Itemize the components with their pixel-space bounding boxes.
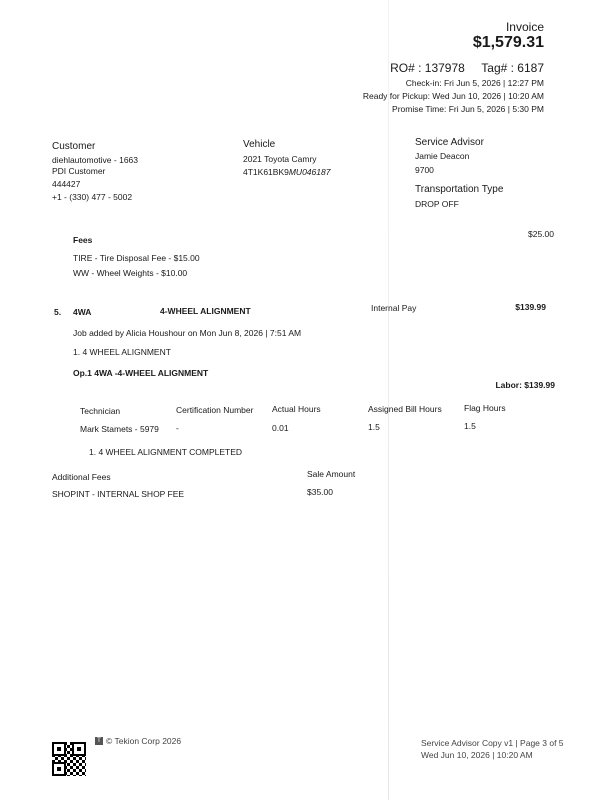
ro-tag-line: [390, 61, 544, 75]
tech-header-assigned-bill-hours: Assigned Bill Hours: [368, 404, 442, 414]
checkin-time: Check-in: Fri Jun 5, 2026 | 12:27 PM: [405, 78, 544, 88]
additional-fees-heading: Additional Fees: [52, 472, 111, 482]
promise-time: Promise Time: Fri Jun 5, 2026 | 5:30 PM: [392, 104, 544, 114]
invoice-total: $1,579.31: [472, 34, 544, 51]
job-completion: 1. 4 WHEEL ALIGNMENT COMPLETED: [89, 447, 243, 457]
vehicle-model: 2021 Toyota Camry: [243, 154, 317, 164]
fees-heading: Fees: [73, 235, 93, 245]
fee-item: TIRE - Tire Disposal Fee - $15.00: [73, 253, 200, 263]
job-number: 5.: [54, 307, 62, 317]
fee-item: WW - Wheel Weights - $10.00: [73, 268, 188, 278]
fees-total: $25.00: [528, 229, 554, 239]
customer-type: PDI Customer: [52, 166, 106, 176]
customer-phone: +1 - (330) 477 - 5002: [52, 192, 133, 202]
tech-header-actual-hours: Actual Hours: [272, 404, 321, 414]
transport-heading: Transportation Type: [415, 184, 504, 195]
customer-id: 444427: [52, 179, 81, 189]
tech-cell-flag-hours: 1.5: [464, 421, 476, 431]
vehicle-vin: [243, 167, 330, 177]
vin-suffix: MU046187: [288, 167, 331, 177]
job-code: 4WA: [73, 307, 92, 317]
tech-cell-actual-hours: 0.01: [272, 423, 289, 433]
customer-heading: Customer: [52, 141, 96, 152]
footer-printed-time: Wed Jun 10, 2026 | 10:20 AM: [421, 750, 533, 760]
job-added-by: Job added by Alicia Houshour on Mon Jun 8, 2026 | 7:51 AM: [73, 328, 302, 338]
advisor-number: 9700: [415, 165, 434, 175]
tech-header-flag-hours: Flag Hours: [464, 403, 506, 413]
ro-number: RO# : 137978: [390, 61, 465, 75]
job-price: $139.99: [515, 302, 546, 312]
invoice-label: Invoice: [505, 20, 544, 34]
scan-edge: [388, 0, 389, 800]
job-labor: Labor: $139.99: [495, 380, 555, 390]
job-pay-type: Internal Pay: [371, 303, 417, 313]
advisor-heading: Service Advisor: [415, 137, 484, 148]
customer-name: diehlautomotive - 1663: [52, 155, 139, 165]
footer-copyright: © Tekion Corp 2026: [106, 736, 182, 746]
tekion-logo-icon: T: [95, 737, 103, 745]
tech-cell-technician: Mark Stamets - 5979: [80, 424, 159, 434]
footer-copy-info: Service Advisor Copy v1 | Page 3 of 5: [421, 738, 564, 748]
qr-code: [52, 742, 86, 776]
advisor-name: Jamie Deacon: [415, 151, 470, 161]
vehicle-heading: Vehicle: [243, 139, 276, 150]
tag-number: Tag# : 6187: [481, 61, 544, 75]
transport-value: DROP OFF: [415, 199, 459, 209]
job-title: 4-WHEEL ALIGNMENT: [160, 306, 251, 316]
tech-cell-certification: -: [176, 423, 179, 433]
tech-header-technician: Technician: [80, 406, 121, 416]
tech-header-certification: Certification Number: [176, 405, 254, 415]
vin-prefix: 4T1K61BK9: [243, 167, 289, 177]
job-concern: 1. 4 WHEEL ALIGNMENT: [73, 347, 171, 357]
ready-time: Ready for Pickup: Wed Jun 10, 2026 | 10:20 AM: [362, 91, 544, 101]
job-operation: Op.1 4WA -4-WHEEL ALIGNMENT: [73, 368, 209, 378]
additional-fee-amount: $35.00: [307, 487, 333, 497]
tech-cell-assigned-bill-hours: 1.5: [368, 422, 380, 432]
sale-amount-heading: Sale Amount: [307, 469, 356, 479]
additional-fee-item: SHOPINT - INTERNAL SHOP FEE: [52, 489, 185, 499]
